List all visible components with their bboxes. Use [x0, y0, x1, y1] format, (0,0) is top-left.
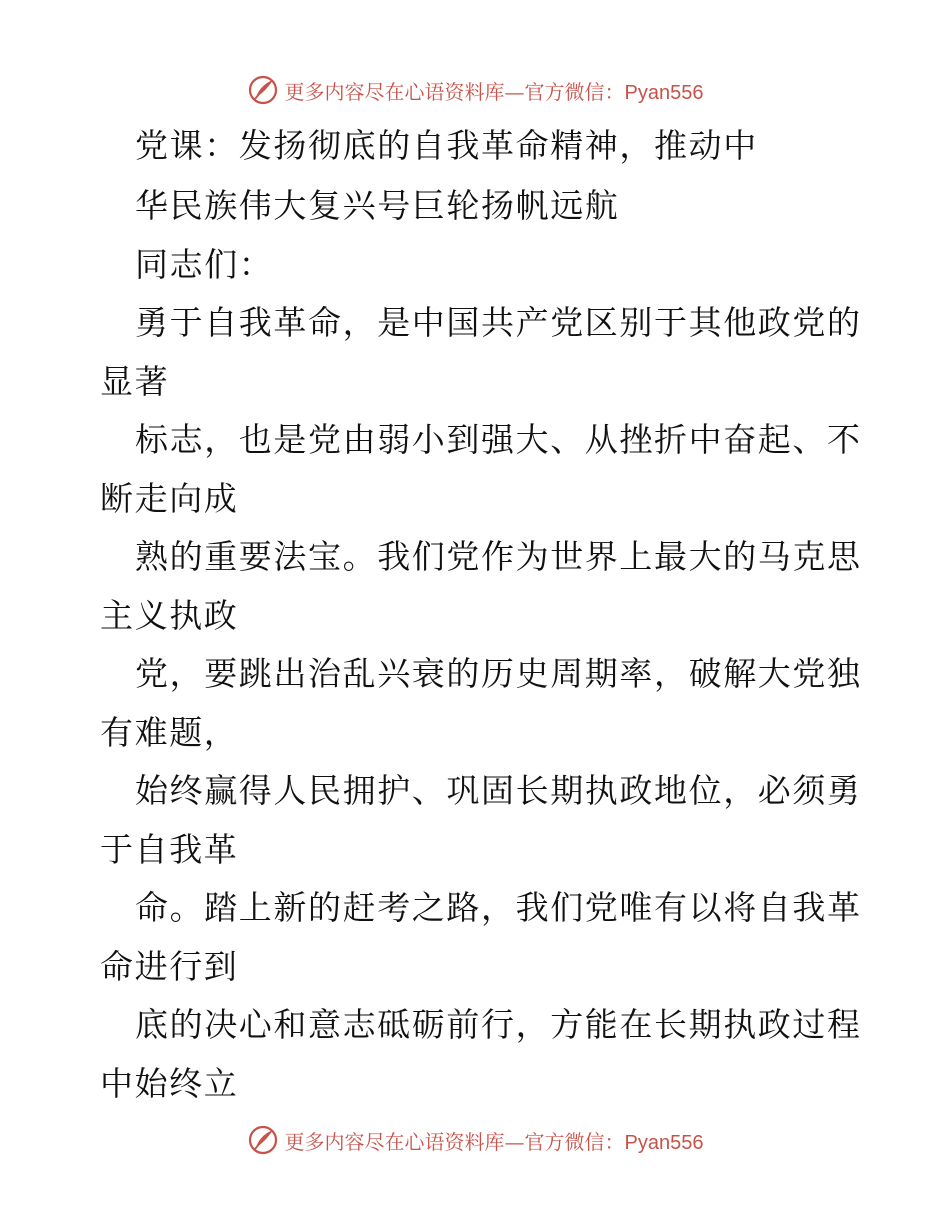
paragraph-line: 始终赢得人民拥护、巩固长期执政地位，必须勇 [135, 771, 862, 810]
paragraph-line: 底的决心和意志砥砺前行，方能在长期执政过程 [135, 1005, 862, 1044]
paragraph-line: 命进行到 [100, 947, 239, 986]
wechat-id: Pyan556 [624, 1131, 704, 1154]
salutation: 同志们： [135, 245, 274, 284]
wechat-id: Pyan556 [624, 81, 704, 104]
paragraph-line: 勇于自我革命，是中国共产党区别于其他政党的 [135, 303, 862, 342]
paragraph-line: 命。踏上新的赶考之路，我们党唯有以将自我革 [135, 888, 862, 927]
paragraph-line: 有难题， [100, 713, 239, 752]
watermark-text: 更多内容尽在心语资料库—官方微信：Pyan556 [284, 79, 704, 104]
paragraph-line: 党，要跳出治乱兴衰的历史周期率，破解大党独 [135, 654, 862, 693]
paragraph-line: 熟的重要法宝。我们党作为世界上最大的马克思 [135, 537, 862, 576]
document-title-line-1: 党课：发扬彻底的自我革命精神，推动中 [135, 126, 758, 165]
watermark-banner-bottom [0, 1120, 950, 1160]
watermark-text: 更多内容尽在心语资料库—官方微信：Pyan556 [284, 1129, 704, 1154]
paragraph-line: 断走向成 [100, 479, 239, 518]
paragraph-line: 中始终立 [100, 1064, 239, 1103]
paragraph-line: 显著 [100, 362, 170, 401]
paragraph-line: 于自我革 [100, 830, 239, 869]
feather-pen-circle-logo-icon [247, 1124, 279, 1156]
paragraph-line: 主义执政 [100, 596, 239, 635]
document-title-line-2: 华民族伟大复兴号巨轮扬帆远航 [135, 186, 620, 225]
paragraph-line: 标志，也是党由弱小到强大、从挫折中奋起、不 [135, 420, 862, 459]
